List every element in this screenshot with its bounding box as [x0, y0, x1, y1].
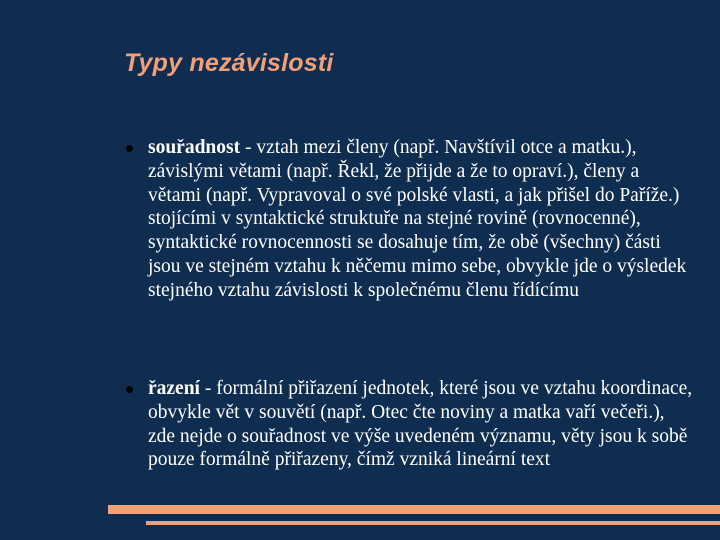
bullet-text [148, 136, 693, 303]
bullet-term: řazení [148, 378, 200, 399]
slide-title: Typy nezávislosti [124, 49, 334, 77]
bullet-text [148, 377, 693, 472]
footer-accent-bar [108, 505, 720, 514]
bullet-icon [126, 386, 133, 393]
bullet-icon [126, 145, 133, 152]
bullet-description: - vztah mezi členy (např. Navštívil otce a matku.), závislými větami (např. Řekl, že přijde a že to opraví.), členy a větami (např. Vypravoval o své polské vlasti, a jak přišel do Paříže.) stojícími v syntaktické struktuře na stejné rovině (rovnocenné), syntaktické rovnocennosti se dosahuje tím, že obě (všechny) části jsou ve stejném vztahu k něčemu mimo sebe, obvykle jde o výsledek stejného vztahu závislosti k společnému členu řídícímu [148, 137, 687, 301]
bullet-description: - formální přiřazení jednotek, které jsou ve vztahu koordinace, obvykle vět v souvětí (např. Otec čte noviny a matka vaří večeři.), zde nejde o souřadnost ve výše uvedeném významu, věty jsou k sobě pouze formálně přiřazeny, čímž vzniká lineární text [148, 378, 693, 471]
bullet-term: souřadnost [148, 137, 241, 158]
footer-accent-line [146, 521, 720, 525]
